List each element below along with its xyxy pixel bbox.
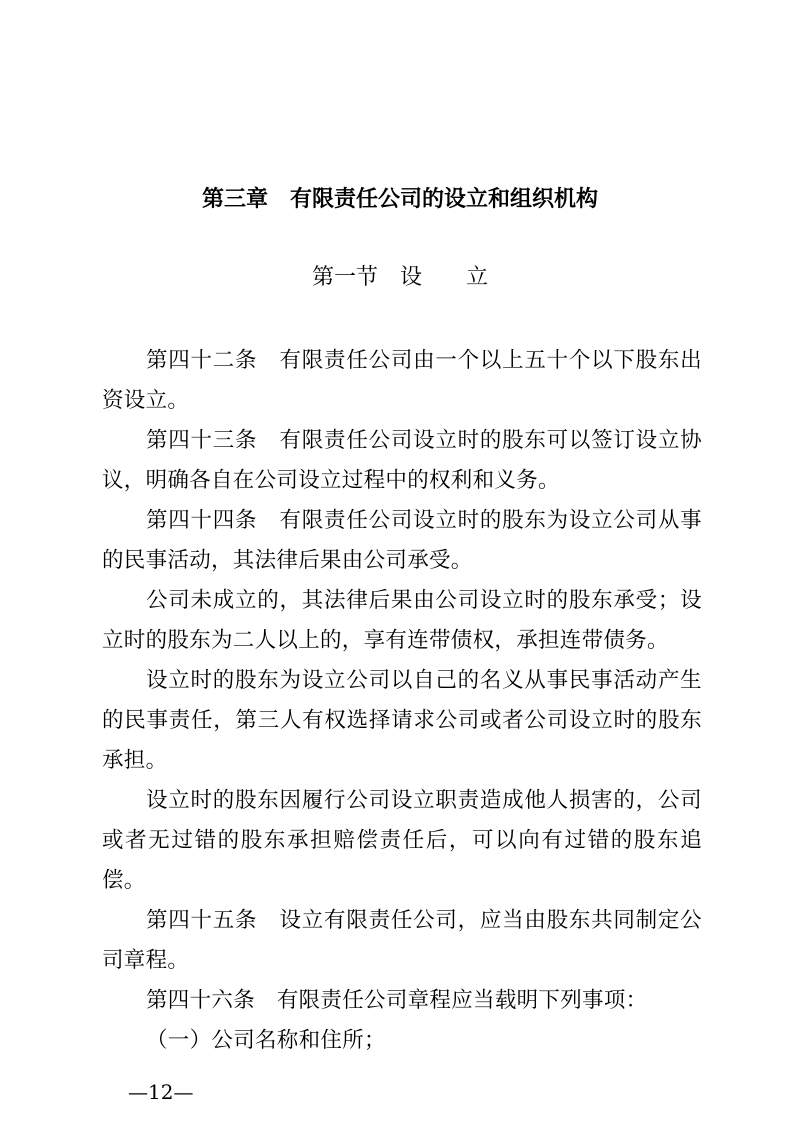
article-44-paragraph-3 (102, 661, 702, 781)
body-text (102, 341, 702, 1061)
article-label: 第四十三条 (146, 428, 280, 453)
article-text: 设立时的股东因履行公司设立职责造成他人损害的，公司或者无过错的股东承担赔偿责任后，可以向有过错的股东追偿。 (102, 788, 702, 893)
article-42-paragraph (102, 341, 702, 421)
article-text: 有限责任公司设立时的股东可以签订设立协议，明确各自在公司设立过程中的权利和义务。 (102, 428, 702, 493)
article-44-paragraph (102, 501, 702, 581)
article-text: 有限责任公司由一个以上五十个以下股东出资设立。 (102, 348, 702, 413)
article-44-paragraph-2 (102, 581, 702, 661)
article-text: 有限责任公司设立时的股东为设立公司从事的民事活动，其法律后果由公司承受。 (102, 508, 702, 573)
article-label: 第四十五条 (146, 908, 280, 933)
article-text: （一）公司名称和住所； (146, 1028, 386, 1053)
chapter-title: 第三章 有限责任公司的设立和组织机构 (201, 187, 598, 212)
article-text: 公司未成立的，其法律后果由公司设立时的股东承受；设立时的股东为二人以上的，享有连带债权，承担连带债务。 (102, 588, 702, 653)
article-text: 有限责任公司章程应当载明下列事项： (276, 988, 648, 1013)
article-text: 设立时的股东为设立公司以自己的名义从事民事活动产生的民事责任，第三人有权选择请求公司或者公司设立时的股东承担。 (102, 668, 702, 773)
section-title: 第一节 设 立 (311, 265, 488, 290)
article-label: 第四十六条 (146, 988, 277, 1013)
article-43-paragraph (102, 421, 702, 501)
article-45-paragraph (102, 901, 702, 981)
article-46-paragraph (102, 981, 702, 1021)
article-label: 第四十二条 (146, 348, 280, 373)
article-label: 第四十四条 (146, 508, 280, 533)
article-text: 设立有限责任公司，应当由股东共同制定公司章程。 (102, 908, 702, 973)
article-46-item-1 (102, 1021, 702, 1061)
page-number: —12— (128, 1080, 194, 1104)
article-44-paragraph-4 (102, 781, 702, 901)
